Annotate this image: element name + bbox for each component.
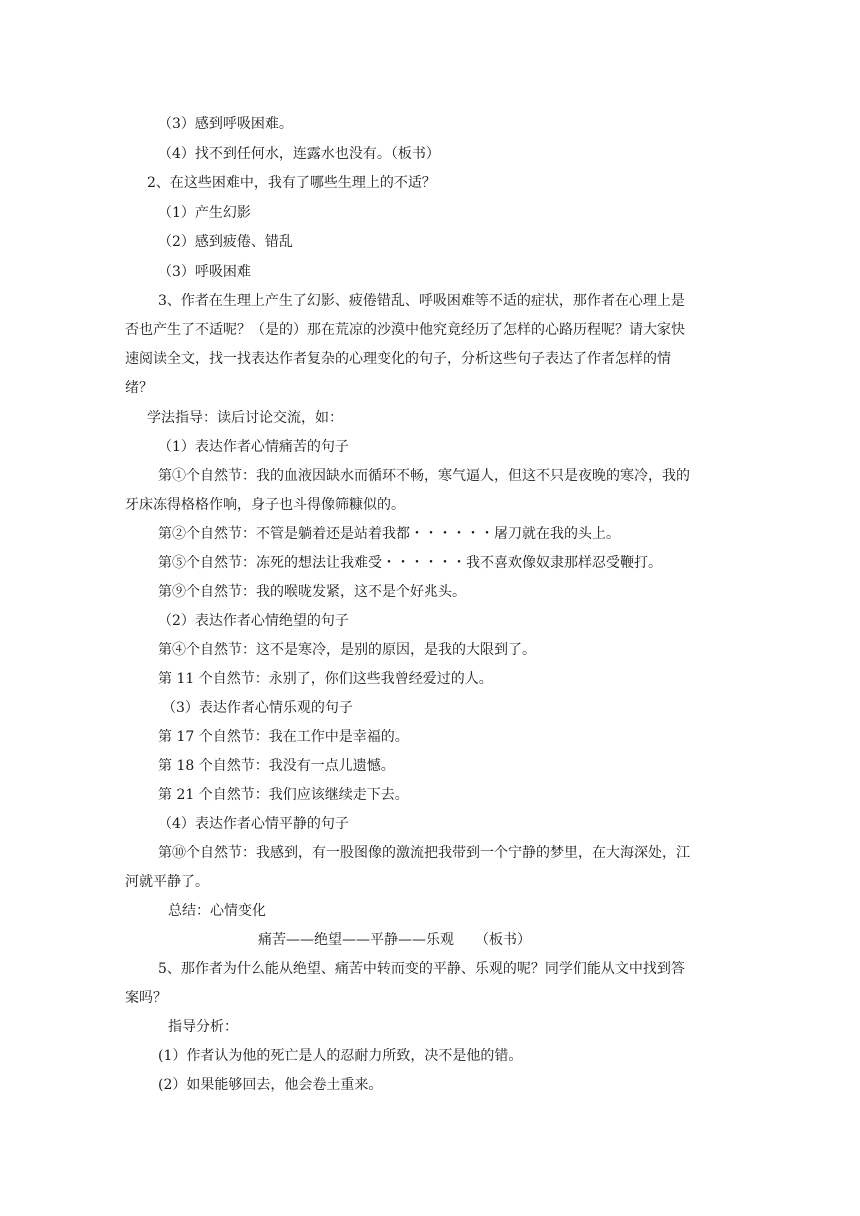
text-line: 否也产生了不适呢？（是的）那在荒凉的沙漠中他究竟经历了怎样的心路历程呢？请大家快 [125, 322, 685, 338]
text-line: 第 21 个自然节：我们应该继续走下去。 [158, 787, 409, 803]
text-line: 第 18 个自然节：我没有一点儿遗憾。 [158, 758, 395, 774]
text-line: （3）呼吸困难 [158, 264, 251, 280]
text-line: 绪？ [125, 380, 153, 396]
text-line: 痛苦——绝望——平静——乐观 （板书） [258, 932, 531, 948]
text-line: (1）作者认为他的死亡是人的忍耐力所致，决不是他的错。 [158, 1048, 523, 1064]
text-line: 第⑤个自然节：冻死的想法让我难受・・・・・・我不喜欢像奴隶那样忍受鞭打。 [158, 555, 662, 571]
text-line: 指导分析： [168, 1019, 238, 1035]
text-line: 速阅读全文，找一找表达作者复杂的心理变化的句子，分析这些句子表达了作者怎样的情 [125, 351, 671, 367]
text-line: 牙床冻得格格作响，身子也斗得像筛糠似的。 [125, 497, 405, 513]
text-line: 第 11 个自然节：永别了，你们这些我曾经爱过的人。 [158, 671, 493, 687]
text-line: （1）产生幻影 [158, 205, 251, 221]
text-line: 总结：心情变化 [168, 903, 266, 919]
text-line: 第⑩个自然节：我感到，有一股图像的激流把我带到一个宁静的梦里，在大海深处，江 [158, 845, 690, 861]
text-line: 案吗？ [125, 990, 167, 1006]
text-line: （1）表达作者心情痛苦的句子 [158, 439, 349, 455]
text-line: 学法指导：读后讨论交流，如： [147, 410, 343, 426]
text-line: 3、作者在生理上产生了幻影、疲倦错乱、呼吸困难等不适的症状，那作者在心理上是 [158, 293, 685, 309]
text-line: (2）如果能够回去，他会卷土重来。 [158, 1077, 383, 1093]
text-line: 第②个自然节：不管是躺着还是站着我都・・・・・・屠刀就在我的头上。 [158, 526, 620, 542]
text-line: 5、那作者为什么能从绝望、痛苦中转而变的平静、乐观的呢？同学们能从文中找到答 [158, 961, 685, 977]
text-line: 第④个自然节：这不是寒冷，是别的原因，是我的大限到了。 [158, 642, 536, 658]
text-line: （4）找不到任何水，连露水也没有。（板书） [158, 146, 440, 162]
text-line: （3）感到呼吸困难。 [158, 116, 293, 132]
text-line: （2）表达作者心情绝望的句子 [158, 613, 349, 629]
text-line: 2、在这些困难中，我有了哪些生理上的不适？ [147, 175, 436, 191]
text-line: 第①个自然节：我的血液因缺水而循环不畅，寒气逼人，但这不只是夜晚的寒冷，我的 [158, 468, 690, 484]
text-line: 第⑨个自然节：我的喉咙发紧，这不是个好兆头。 [158, 584, 466, 600]
text-line: （3）表达作者心情乐观的句子 [162, 700, 353, 716]
text-line: 河就平静了。 [125, 874, 209, 890]
text-line: （4）表达作者心情平静的句子 [158, 816, 349, 832]
text-line: 第 17 个自然节：我在工作中是幸福的。 [158, 729, 409, 745]
text-line: （2）感到疲倦、错乱 [158, 234, 293, 250]
